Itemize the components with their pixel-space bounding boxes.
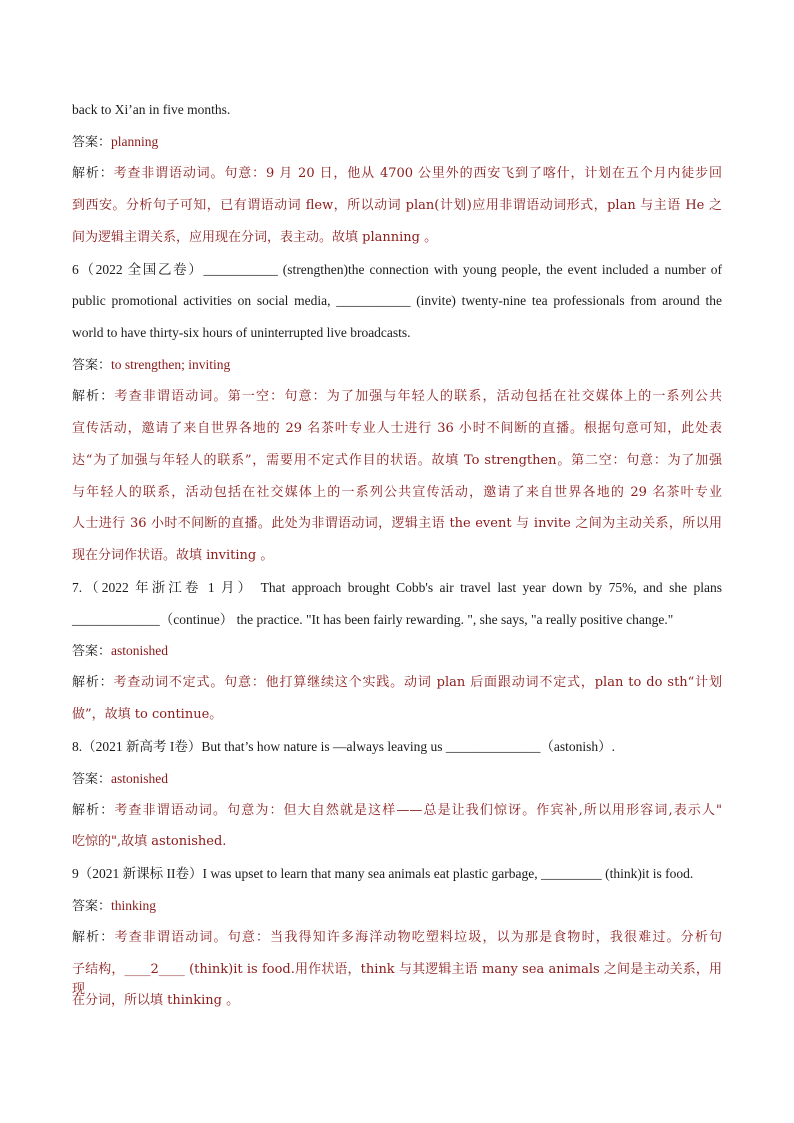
answer-label: 答案： bbox=[72, 772, 112, 787]
question-8-text: 8.（2021 新高考 I卷）But that’s how nature is —always leaving us ______________（astonish）. bbox=[72, 739, 615, 754]
answer-value: to strengthen; inviting bbox=[111, 357, 231, 372]
analysis-label: 解析： bbox=[72, 166, 114, 181]
analysis-6-line-3: 达“为了加强与年轻人的联系”，需要用不定式作目的状语。故填 To strengthen。第二空：句意：为了加强 bbox=[72, 453, 722, 468]
answer-value: astonished bbox=[111, 771, 169, 786]
answer-label: 答案： bbox=[72, 899, 112, 914]
answer-label: 答案： bbox=[72, 135, 112, 150]
analysis-text: 考查非谓语动词。句意为：但大自然就是这样——总是让我们惊讶。作宾补,所以用形容词,表示人" bbox=[114, 803, 722, 818]
answer-value: thinking bbox=[111, 898, 157, 913]
answer-label: 答案： bbox=[72, 644, 112, 659]
analysis-5-line-1 bbox=[72, 164, 722, 184]
answer-8 bbox=[72, 769, 168, 790]
question-7-line-2: _____________（continue） the practice. "It has been fairly rewarding. ", she says, "a really positive change." bbox=[72, 612, 674, 627]
answer-label: 答案： bbox=[72, 358, 112, 373]
analysis-9-line-3: 在分词，所以填 thinking 。 bbox=[72, 993, 240, 1008]
analysis-label: 解析： bbox=[72, 803, 115, 818]
question-6-line-3: world to have thirty-six hours of uninterrupted live broadcasts. bbox=[72, 325, 411, 340]
analysis-5-line-2: 到西安。分析句子可知，已有谓语动词 flew，所以动词 plan(计划)应用非谓语动词形式，plan 与主语 He 之 bbox=[72, 198, 722, 213]
answer-9 bbox=[72, 896, 156, 917]
answer-value: astonished bbox=[111, 643, 169, 658]
analysis-7-line-1 bbox=[72, 673, 722, 693]
question-9-text: 9（2021 新课标 II卷）I was upset to learn that many sea animals eat plastic garbage, _________ (think)it is food. bbox=[72, 866, 694, 881]
analysis-9-line-2: 子结构，____2____ (think)it is food.用作状语，think 与其逻辑主语 many sea animals 之间是主动关系，用现 bbox=[72, 962, 722, 997]
analysis-label: 解析： bbox=[72, 675, 114, 690]
answer-5 bbox=[72, 132, 158, 153]
analysis-7-line-2: 做”，故填 to continue。 bbox=[72, 707, 223, 722]
analysis-text: 考查非谓语动词。句意：当我得知许多海洋动物吃塑料垃圾，以为那是食物时，我很难过。分析句 bbox=[114, 930, 722, 945]
question-6-line-2: public promotional activities on social media, ___________ (invite) twenty-nine tea professionals from around the bbox=[72, 293, 722, 308]
answer-7 bbox=[72, 641, 168, 662]
question-5-text-tail: back to Xi’an in five months. bbox=[72, 102, 231, 117]
analysis-8-line-1 bbox=[72, 801, 722, 821]
analysis-label: 解析： bbox=[72, 389, 115, 404]
analysis-label: 解析： bbox=[72, 930, 115, 945]
analysis-text: 考查非谓语动词。句意：9 月 20 日，他从 4700 公里外的西安飞到了喀什，计划在五个月内徒步回 bbox=[113, 166, 722, 181]
analysis-6-line-2: 宣传活动，邀请了来自世界各地的 29 名茶叶专业人士进行 36 小时不间断的直播。根据句意可知，此处表 bbox=[72, 421, 722, 436]
analysis-6-line-6: 现在分词作状语。故填 inviting 。 bbox=[72, 548, 274, 563]
question-7-line-1: 7.（2022 年浙江卷 1 月） That approach brought Cobb's air travel last year down by 75%, and she plans bbox=[72, 580, 722, 595]
analysis-8-line-2: 吃惊的",故填 astonished. bbox=[72, 834, 227, 849]
analysis-6-line-5: 人士进行 36 小时不间断的直播。此处为非谓语动词，逻辑主语 the event 与 invite 之间为主动关系，所以用 bbox=[72, 516, 722, 531]
analysis-5-line-3: 间为逻辑主谓关系，应用现在分词，表主动。故填 planning 。 bbox=[72, 230, 438, 245]
analysis-text: 考查动词不定式。句意：他打算继续这个实践。动词 plan 后面跟动词不定式，plan to do sth“计划 bbox=[113, 675, 722, 690]
analysis-6-line-4: 与年轻人的联系，活动包括在社交媒体上的一系列公共宣传活动，邀请了来自世界各地的 29 名茶叶专业 bbox=[72, 485, 722, 500]
question-6-line-1: 6（2022 全国乙卷）___________ (strengthen)the connection with young people, the event included a number of bbox=[72, 262, 722, 277]
answer-value: planning bbox=[111, 134, 159, 149]
analysis-6-line-1 bbox=[72, 387, 722, 407]
analysis-text: 考查非谓语动词。第一空：句意：为了加强与年轻人的联系，活动包括在社交媒体上的一系列公共 bbox=[114, 389, 722, 404]
answer-6 bbox=[72, 355, 230, 376]
analysis-9-line-1 bbox=[72, 928, 722, 948]
